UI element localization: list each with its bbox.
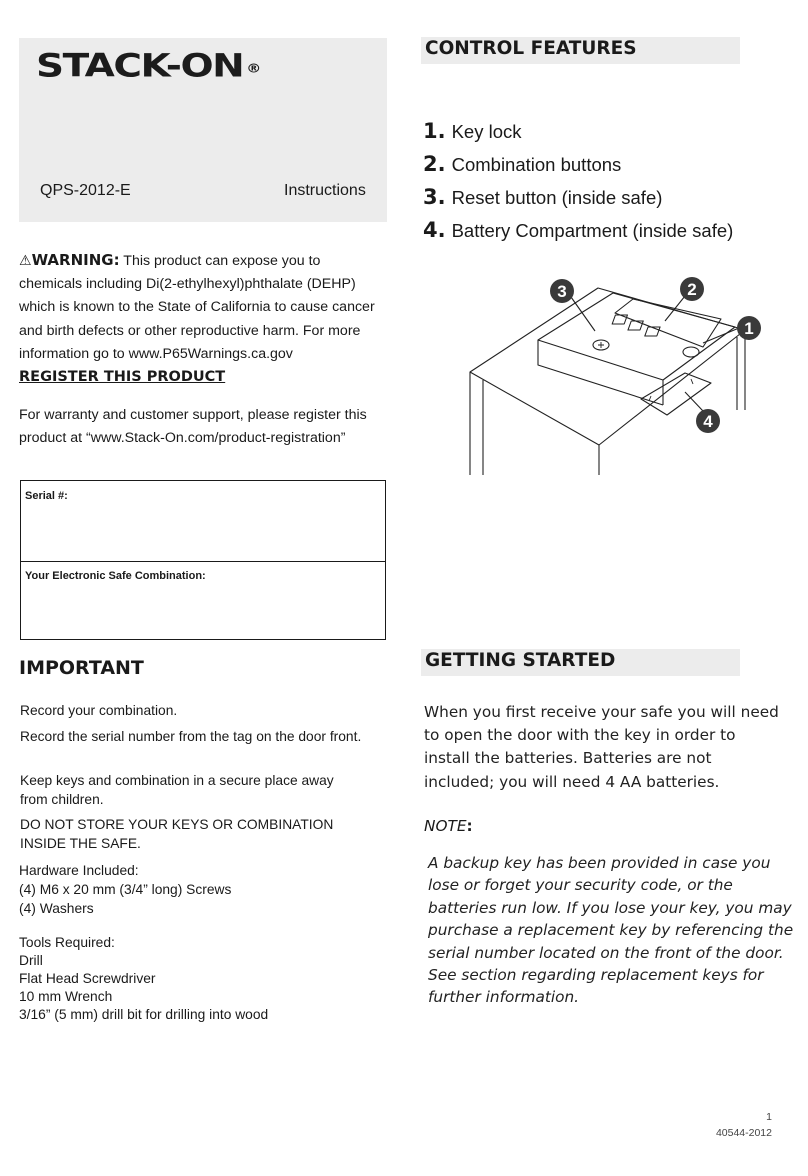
callout-leader (571, 297, 595, 331)
feature-number: 1. (423, 119, 446, 143)
callout-3-label: 3 (557, 282, 567, 301)
feature-number: 2. (423, 152, 446, 176)
important-item: Keep keys and combination in a secure place away from children. (20, 773, 334, 807)
feature-item (423, 119, 733, 152)
note-label-colon: : (466, 817, 473, 835)
register-text: For warranty and customer support, please register this product at “www.Stack-On.com/product-registration” (19, 407, 367, 446)
getting-started-text: When you first receive your safe you will need to open the door with the key in order to install the batteries. Batteries are not included; you will need 4 AA batteries. (424, 703, 779, 791)
callout-2-label: 2 (687, 280, 697, 299)
feature-label: Key lock (451, 121, 522, 142)
callout-1-label: 1 (744, 319, 754, 338)
control-features-title: CONTROL FEATURES (425, 38, 637, 59)
callout-leader (703, 328, 739, 343)
feature-item (423, 218, 733, 251)
model-number: QPS-2012-E (40, 182, 131, 199)
serial-number-label: Serial #: (25, 490, 68, 502)
combination-cell (21, 561, 385, 639)
registered-mark: ® (246, 60, 262, 76)
safe-front-edge (470, 330, 745, 475)
note-label-text: NOTE (424, 817, 467, 835)
feature-number: 3. (423, 185, 446, 209)
note-text: A backup key has been provided in case you lose or forget your security code, or the batteries run low. If you lose your key, you may purchase a replacement key by referencing the serial number located on the front of the door. See section regarding replacement keys for further information. (428, 854, 794, 1007)
warning-heading: WARNING: (31, 251, 120, 269)
tool-item: Drill (19, 953, 43, 968)
callout-3 (550, 279, 574, 303)
document-type: Instructions (284, 182, 366, 199)
combo-button (645, 327, 660, 336)
combo-button (628, 321, 643, 330)
important-title: IMPORTANT (19, 657, 144, 679)
tool-item: Flat Head Screwdriver (19, 971, 156, 986)
record-table (20, 480, 386, 640)
reset-button-mark (598, 342, 604, 348)
key-lock (683, 347, 699, 357)
callout-4 (696, 409, 720, 433)
getting-started-header (421, 649, 740, 676)
tool-item: 10 mm Wrench (19, 989, 113, 1004)
tools-title: Tools Required: (19, 935, 115, 950)
feature-label: Battery Compartment (inside safe) (451, 220, 734, 241)
warning-triangle-icon: ⚠ (19, 252, 32, 268)
prop65-warning (19, 249, 387, 366)
callout-1 (737, 316, 761, 340)
brand-logo (36, 48, 261, 85)
note-label (424, 817, 473, 835)
control-features-header (421, 37, 740, 64)
page-number: 1 (766, 1111, 772, 1123)
warning-text: This product can expose you to chemicals including Di(2-ethylhexyl)phthalate (DEHP) which is known to the State of California to cause cancer and birth defects or other reproductive harm. For more information go to www.P65Warnings.ca.gov (19, 253, 375, 362)
feature-label: Reset button (inside safe) (451, 187, 663, 208)
hardware-title: Hardware Included: (19, 863, 139, 878)
hardware-list (19, 861, 231, 918)
hardware-item: (4) M6 x 20 mm (3/4” long) Screws (19, 882, 232, 897)
important-item: Record your combination. (20, 703, 178, 718)
document-code: 40544-2012 (715, 1127, 772, 1139)
control-features-list (423, 119, 733, 251)
feature-number: 4. (423, 218, 446, 242)
hardware-item: (4) Washers (19, 901, 94, 916)
logo-text: STACK-ON (36, 48, 244, 85)
combination-label: Your Electronic Safe Combination: (25, 570, 206, 582)
callout-4-label: 4 (703, 412, 713, 431)
safe-diagram (463, 275, 763, 475)
tool-item: 3/16” (5 mm) drill bit for drilling into wood (19, 1007, 269, 1022)
serial-number-cell (21, 481, 385, 562)
register-title: REGISTER THIS PRODUCT (19, 369, 226, 385)
feature-item (423, 185, 733, 218)
getting-started-title: GETTING STARTED (425, 650, 616, 671)
important-item: Record the serial number from the tag on the door front. (20, 729, 362, 744)
callout-2 (680, 277, 704, 301)
feature-item (423, 152, 733, 185)
safe-opening (538, 293, 735, 380)
feature-label: Combination buttons (451, 154, 622, 175)
tools-list (19, 934, 268, 1024)
important-item: DO NOT STORE YOUR KEYS OR COMBINATION INSIDE THE SAFE. (20, 817, 334, 851)
